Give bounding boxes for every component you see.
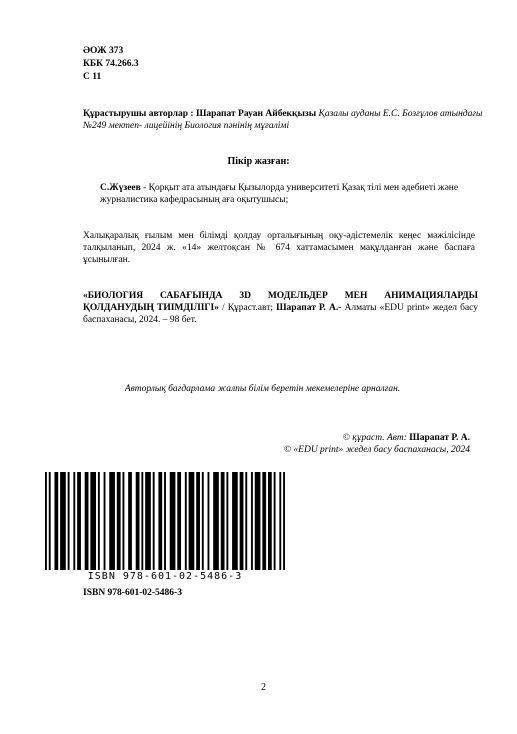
barcode-caption: ISBN 978-601-02-5486-3 [87, 571, 243, 582]
barcode-bar [213, 472, 219, 570]
barcode-bar [153, 472, 155, 570]
barcode-bar [117, 472, 121, 570]
barcode-bar [90, 472, 96, 570]
reviewer-block [100, 182, 470, 206]
barcode-bar [221, 472, 225, 570]
barcode-bar [226, 472, 228, 570]
barcode-bar [189, 472, 195, 570]
barcode-bar [158, 472, 162, 570]
barcode-bar [122, 472, 124, 570]
barcode-bar [245, 472, 247, 570]
barcode-bar [268, 472, 272, 570]
barcode-bar [49, 472, 51, 570]
reviewer-details: - Қорқыт ата атындағы Қызылорда университеті Қазақ тілі мен әдебиеті және журналистика кафедрасының аға оқытушысы; [100, 183, 459, 205]
barcode-bar [104, 472, 106, 570]
udc-code: ӘОЖ 373 [83, 46, 124, 56]
authors-block [83, 108, 483, 132]
review-heading: Пікір жазған: [227, 156, 290, 167]
lbc-code: КБК 74.266.3 [83, 59, 139, 69]
barcode-bar [73, 472, 75, 570]
barcode-bar [170, 472, 176, 570]
author-mark: С 11 [83, 72, 102, 82]
barcode-bar [141, 472, 143, 570]
copyright-publisher: © «EDU print» жедел басу баспаханасы, 2024 [283, 445, 470, 455]
barcode-bar [283, 472, 285, 570]
page-number: 2 [261, 682, 266, 693]
barcode-bar [177, 472, 181, 570]
barcode-bar [279, 472, 281, 570]
bibliographic-entry [83, 290, 478, 326]
barcode-bar [145, 472, 151, 570]
authors-label: Құрастырушы авторлар : Шарапат Рауан Айбекқызы [83, 109, 317, 119]
book-title: «БИОЛОГИЯ САБАҒЫНДА 3D МОДЕЛЬДЕР МЕН АНИМАЦИЯЛАРДЫ ҚОЛДАНУДЫҢ ТИІМДІЛІГІ» [83, 291, 478, 313]
book-author: Шарапат Р. А.- [276, 303, 342, 313]
barcode-bar [60, 472, 66, 570]
barcode-bar [262, 472, 266, 570]
barcode-bar [255, 472, 261, 570]
barcode-bar [136, 472, 140, 570]
barcode-bar [240, 472, 244, 570]
copyright-author-prefix: © құраст. Авт: [342, 433, 410, 443]
barcode-bar [196, 472, 200, 570]
barcode-bar [232, 472, 238, 570]
barcode-bar [208, 472, 210, 570]
authors-affiliation: Қазалы ауданы Е.С. Бозғұлов атындағы №249 мектеп- лицейінің Биология пәнінің мұғалімі [83, 109, 483, 131]
copyright-author [343, 433, 470, 443]
isbn-barcode [45, 472, 285, 570]
barcode-bar [274, 472, 276, 570]
compiler-note: / Құраст.авт; [218, 303, 277, 313]
barcode-bar [109, 472, 115, 570]
barcode-bar [77, 472, 81, 570]
barcode-bar [202, 472, 204, 570]
copyright-author-name: Шарапат Р. А. [409, 433, 470, 443]
barcode-bar [128, 472, 132, 570]
barcode-bar [85, 472, 89, 570]
barcode-bar [54, 472, 58, 570]
isbn-number: ISBN 978-601-02-5486-3 [83, 588, 182, 598]
barcode-bar [185, 472, 187, 570]
reviewer-name: С.Жүзеев [100, 183, 141, 193]
barcode-bar [251, 472, 253, 570]
barcode-bar [164, 472, 166, 570]
audience-note: Авторлық бағдарлама жалпы білім беретін мекемелеріне арналған. [124, 384, 401, 394]
barcode-bar [68, 472, 70, 570]
approval-text: Халықаралық ғылым мен білімді қолдау орталығының оқу-әдістемелік кеңес мәжілісінде талқыланып, 2024 ж. «14» желтоқсан № 674 хаттамасымен мақұлданған және баспаға ұсынылған. [83, 231, 475, 265]
barcode-bar [98, 472, 100, 570]
publisher-info: Алматы «EDU print» жедел басу баспаханасы, 2024. – 98 бет. [83, 303, 479, 325]
barcode-bar [45, 472, 47, 570]
